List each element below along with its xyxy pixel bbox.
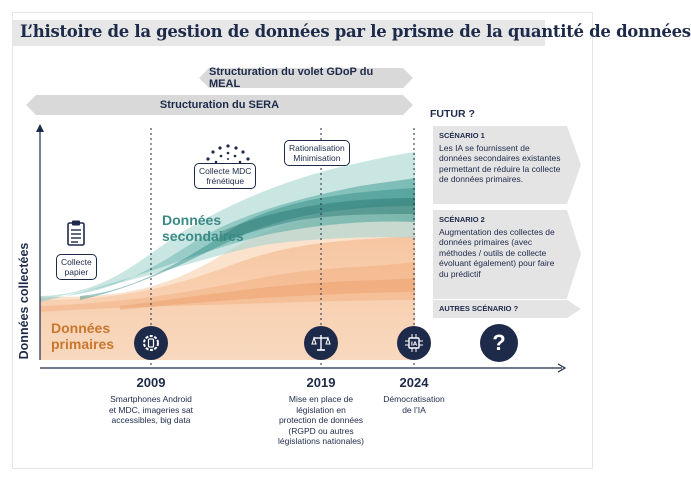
bar-sera-label: Structuration du SERA — [159, 99, 280, 111]
bar-meal-label: Structuration du volet GDoP du MEAL — [209, 66, 374, 90]
ai-chip-icon — [397, 326, 431, 360]
label-secondary-data: Données secondaires — [162, 212, 244, 244]
clipboard-icon — [67, 220, 85, 246]
y-axis-arrow — [36, 124, 44, 132]
svg-text:IA: IA — [410, 341, 418, 348]
scenario-2-title: SCÉNARIO 2 — [439, 215, 485, 224]
scenario-2 — [433, 210, 567, 299]
scenario-2-text: Augmentation des collectes de données primaires (avec méthodes / outils de collecte évoluant également) pour faire du prédictif — [439, 226, 555, 279]
figure-title: L’histoire de la gestion de données par le prisme de la quantité de données — [20, 22, 691, 41]
desc-2019: Mise en place de législation en protection de données (RGPD ou autres législations nationales) — [278, 394, 364, 446]
tag-paper-collection: Collecte papier — [56, 254, 97, 280]
y-axis-label: Données collectées — [17, 242, 31, 360]
year-2009: 2009 — [136, 375, 166, 390]
future-title: FUTUR ? — [430, 108, 475, 120]
scenario-1 — [433, 126, 567, 204]
tag-mdc-collection: Collecte MDC frénétique — [194, 163, 256, 189]
scales-icon — [304, 326, 338, 360]
scenario-other — [433, 300, 567, 318]
scenario-1-title: SCÉNARIO 1 — [439, 131, 485, 140]
label-primary-data: Données primaires — [51, 320, 115, 352]
scenario-1-text: Les IA se fournissent de données secondaires existantes permettant de réduire la collecte de données primaires. — [439, 142, 561, 184]
desc-2009: Smartphones Android et MDC, imageries sat accessibles, big data — [108, 394, 194, 425]
scenario-other-text: AUTRES SCÉNARIO ? — [439, 304, 519, 313]
desc-2024: Démocratisation de l’IA — [383, 394, 445, 415]
question-icon: ? — [480, 324, 518, 362]
year-2019: 2019 — [306, 375, 336, 390]
tag-rationalisation: Rationalisation Minimisation — [284, 140, 350, 166]
gear-phone-icon — [134, 326, 168, 360]
year-2024: 2024 — [399, 375, 429, 390]
dots-burst-icon — [206, 144, 249, 163]
